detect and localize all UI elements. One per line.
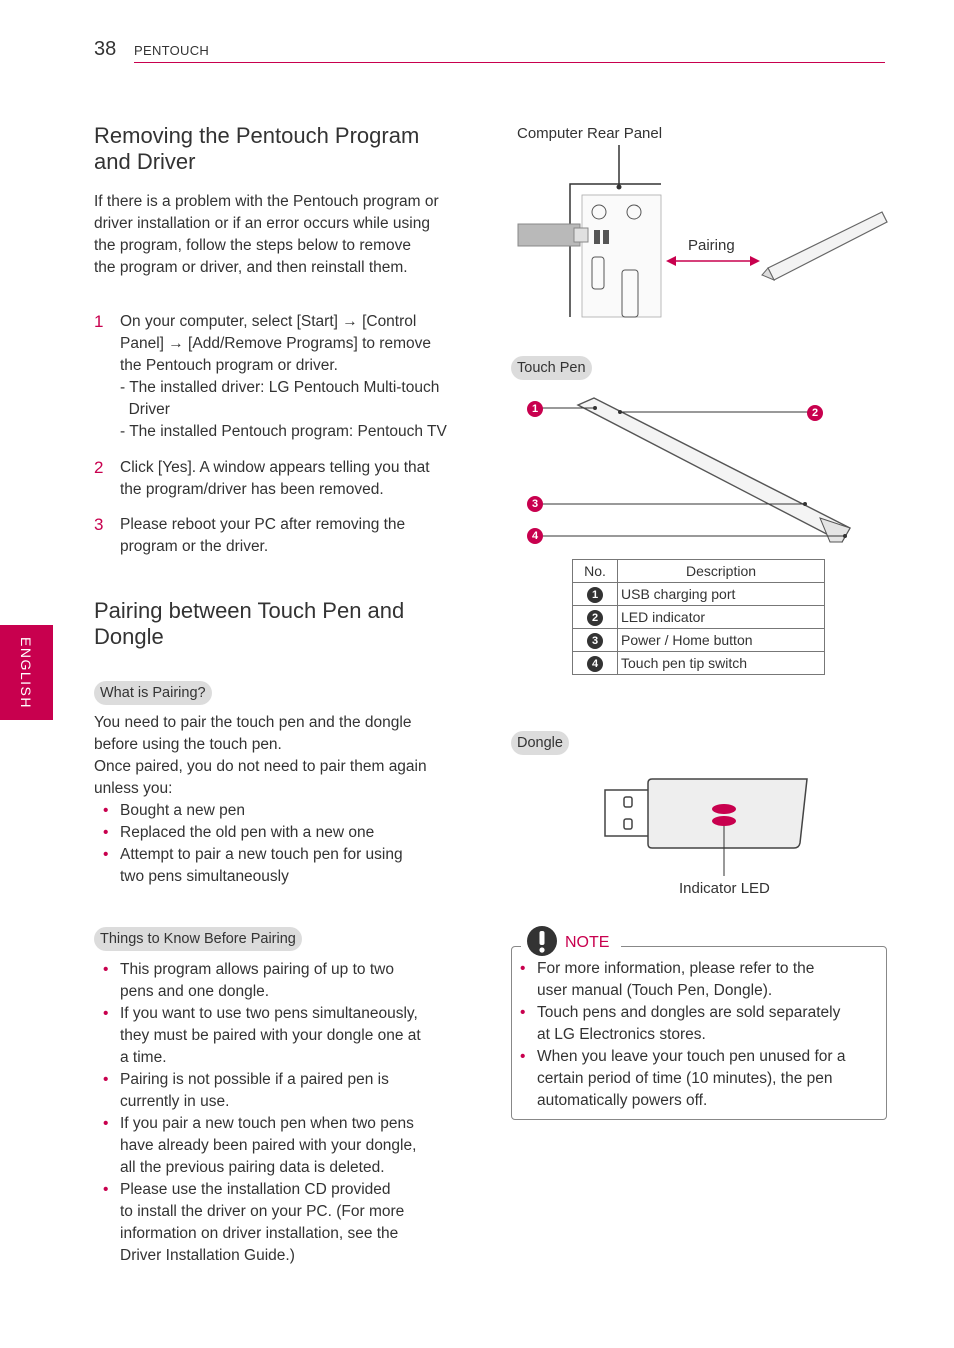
table-row [573, 629, 825, 652]
pairing-heading-line2: Dongle [94, 624, 164, 649]
bullet-line: Pairing is not possible if a paired pen is [120, 1071, 389, 1088]
exclamation-icon [525, 925, 559, 957]
table-row [573, 606, 825, 629]
step-number: 3 [94, 515, 104, 534]
indicator-led-label: Indicator LED [679, 880, 770, 897]
what-is-pairing-text [94, 712, 474, 888]
step-line: Panel] → [Add/Remove Programs] to remove [120, 335, 431, 352]
things-to-know-label: Things to Know Before Pairing [94, 927, 302, 951]
bullet-item [94, 1069, 474, 1113]
intro-line: the program or driver, and then reinstall them. [94, 259, 408, 276]
step-text [120, 311, 480, 443]
pen-parts-table [572, 559, 825, 675]
bullet-item [94, 844, 474, 888]
bullet-dot-icon: • [103, 824, 109, 841]
bullet-line: If you want to use two pens simultaneously, [120, 1005, 418, 1022]
row-no: 3 [573, 629, 618, 652]
bullet-line: For more information, please refer to the [537, 960, 815, 977]
bullet-dot-icon: • [103, 1005, 109, 1022]
bullet-line: Replaced the old pen with a new one [120, 824, 375, 841]
table-row [573, 583, 825, 606]
removing-heading-line1: Removing the Pentouch Program [94, 123, 420, 148]
row-no: 4 [573, 652, 618, 675]
language-tab-label: ENGLISH [18, 637, 34, 709]
step-line: - The installed driver: LG Pentouch Multi-touch [120, 379, 440, 396]
step-line: Click [Yes]. A window appears telling you that [120, 459, 430, 476]
intro-line: driver installation or if an error occurs while using [94, 215, 430, 232]
bullet-item [94, 822, 474, 844]
removing-heading [94, 123, 474, 175]
bullet-line: Please use the installation CD provided [120, 1181, 391, 1198]
note-title: NOTE [565, 934, 610, 951]
header-rule [134, 62, 885, 63]
bullet-dot-icon: • [103, 961, 109, 978]
bullet-line: information on driver installation, see the [120, 1225, 399, 1242]
row-no: 2 [573, 606, 618, 629]
bullet-dot-icon: • [103, 802, 109, 819]
bullet-item [511, 1046, 876, 1112]
intro-line: If there is a problem with the Pentouch program or [94, 193, 439, 210]
bullet-item [511, 1002, 876, 1046]
things-to-know-list [94, 959, 474, 1267]
bullet-line: Touch pens and dongles are sold separately [537, 1004, 841, 1021]
row-desc: Touch pen tip switch [618, 652, 825, 675]
removing-intro [94, 191, 474, 279]
step-text [120, 514, 480, 558]
bullet-item [94, 959, 474, 1003]
para-line: before using the touch pen. [94, 736, 282, 753]
step-line: Driver [120, 401, 170, 418]
bullet-line: Attempt to pair a new touch pen for using [120, 846, 403, 863]
bullet-dot-icon: • [520, 1048, 526, 1065]
section-title: PENTOUCH [134, 43, 210, 58]
bullet-item [94, 1179, 474, 1267]
bullet-line: If you pair a new touch pen when two pens [120, 1115, 414, 1132]
note-list [511, 958, 876, 1112]
bullet-line: have already been paired with your dongle, [120, 1137, 417, 1154]
rear-panel-label: Computer Rear Panel [517, 125, 663, 142]
what-is-pairing-pill [94, 681, 212, 705]
bullet-line: certain period of time (10 minutes), the pen [537, 1070, 833, 1087]
bullet-line: currently in use. [120, 1093, 230, 1110]
para-line: unless you: [94, 780, 173, 797]
para-line: You need to pair the touch pen and the dongle [94, 714, 412, 731]
bullet-line: pens and one dongle. [120, 983, 270, 1000]
callout-4: 4 [527, 528, 543, 544]
bullet-item [94, 1113, 474, 1179]
removing-heading-line2: and Driver [94, 149, 196, 174]
things-to-know-pill [94, 927, 302, 951]
step-line: - The installed Pentouch program: Pentouch TV [120, 423, 447, 440]
step-line: program or the driver. [120, 538, 269, 555]
bullet-line: all the previous pairing data is deleted. [120, 1159, 385, 1176]
bullet-line: user manual (Touch Pen, Dongle). [537, 982, 773, 999]
bullet-line: to install the driver on your PC. (For more [120, 1203, 405, 1220]
step-line: Please reboot your PC after removing the [120, 516, 406, 533]
bullet-item [94, 1003, 474, 1069]
bullet-line: two pens simultaneously [120, 868, 289, 885]
row-desc: LED indicator [618, 606, 825, 629]
pairing-heading-line1: Pairing between Touch Pen and [94, 598, 405, 623]
bullet-line: a time. [120, 1049, 167, 1066]
language-tab [0, 625, 53, 720]
step-line: the Pentouch program or driver. [120, 357, 338, 374]
dongle-pill [511, 731, 569, 755]
bullet-dot-icon: • [103, 1181, 109, 1198]
bullet-dot-icon: • [103, 846, 109, 863]
row-no: 1 [573, 583, 618, 606]
callout-2: 2 [807, 405, 823, 421]
intro-line: the program, follow the steps below to remove [94, 237, 412, 254]
table-row [573, 652, 825, 675]
bullet-dot-icon: • [520, 1004, 526, 1021]
col-no-header: No. [573, 560, 618, 583]
callout-1: 1 [527, 401, 543, 417]
bullet-line: When you leave your touch pen unused for a [537, 1048, 846, 1065]
bullet-line: at LG Electronics stores. [537, 1026, 706, 1043]
pairing-heading [94, 598, 474, 650]
touch-pen-pill [511, 356, 592, 380]
step-text [120, 457, 480, 501]
rear-panel-illustration [510, 140, 900, 330]
dongle-label: Dongle [511, 731, 569, 755]
table-header-row [573, 560, 825, 583]
col-desc-header: Description [618, 560, 825, 583]
touch-pen-label: Touch Pen [511, 356, 592, 380]
callout-3: 3 [527, 496, 543, 512]
bullet-dot-icon: • [103, 1071, 109, 1088]
bullet-item [94, 800, 474, 822]
what-is-pairing-label: What is Pairing? [94, 681, 212, 705]
step-number: 1 [94, 312, 104, 331]
bullet-line: This program allows pairing of up to two [120, 961, 394, 978]
bullet-line: automatically powers off. [537, 1092, 708, 1109]
step-line: the program/driver has been removed. [120, 481, 384, 498]
bullet-line: they must be paired with your dongle one at [120, 1027, 421, 1044]
bullet-dot-icon: • [103, 1115, 109, 1132]
note-header [521, 925, 621, 957]
bullet-line: Driver Installation Guide.) [120, 1247, 295, 1264]
bullet-line: Bought a new pen [120, 802, 245, 819]
step-line: On your computer, select [Start] → [Control [120, 313, 417, 330]
para-line: Once paired, you do not need to pair them again [94, 758, 427, 775]
pairing-label: Pairing [688, 237, 735, 254]
bullet-dot-icon: • [520, 960, 526, 977]
step-number: 2 [94, 458, 104, 477]
row-desc: USB charging port [618, 583, 825, 606]
page-number: 38 [94, 38, 117, 60]
dongle-illustration [600, 775, 815, 880]
row-desc: Power / Home button [618, 629, 825, 652]
bullet-item [511, 958, 876, 1002]
